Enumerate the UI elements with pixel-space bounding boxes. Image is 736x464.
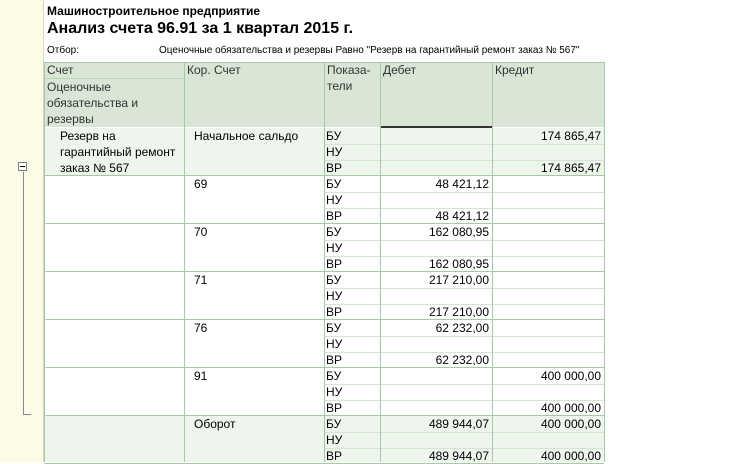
debit-cell[interactable]: 48 421,12 bbox=[435, 177, 489, 191]
outline-gutter bbox=[0, 0, 43, 462]
column-header-account-group bbox=[44, 79, 184, 127]
column-header-corr-account bbox=[184, 62, 324, 127]
indicator-cell: ВР bbox=[326, 449, 343, 463]
corr-account-cell[interactable]: 69 bbox=[194, 177, 208, 191]
indicator-cell: ВР bbox=[326, 401, 343, 415]
debit-cell[interactable]: 162 080,95 bbox=[428, 257, 489, 271]
indicator-cell: ВР bbox=[326, 209, 343, 223]
collapse-group-icon[interactable] bbox=[18, 162, 27, 171]
group-label-line2: гарантийный ремонт bbox=[60, 145, 176, 159]
sub-row-divider bbox=[324, 352, 604, 353]
corr-account-cell[interactable]: Начальное сальдо bbox=[194, 129, 299, 143]
filter-label: Отбор: bbox=[47, 45, 79, 56]
credit-cell[interactable]: 400 000,00 bbox=[540, 369, 601, 383]
account-group-line3: резервы bbox=[47, 112, 94, 126]
indicator-cell: НУ bbox=[326, 193, 343, 207]
credit-cell[interactable]: 174 865,47 bbox=[540, 161, 601, 175]
indicator-cell: ВР bbox=[326, 353, 343, 367]
outline-tree-end bbox=[23, 414, 31, 415]
outline-tree-line bbox=[23, 172, 24, 414]
corr-account-cell[interactable]: 71 bbox=[194, 273, 208, 287]
indicators-line2: тели bbox=[327, 79, 353, 93]
indicator-cell: ВР bbox=[326, 161, 343, 175]
debit-label: Дебет bbox=[383, 63, 417, 77]
sub-row-divider bbox=[324, 448, 604, 449]
credit-cell[interactable]: 400 000,00 bbox=[540, 401, 601, 415]
sub-row-divider bbox=[324, 208, 604, 209]
sub-row-divider bbox=[324, 432, 604, 433]
indicator-cell: БУ bbox=[326, 417, 342, 431]
sub-row-divider bbox=[324, 288, 604, 289]
group-label-line3: заказ № 567 bbox=[60, 161, 130, 175]
credit-label: Кредит bbox=[495, 63, 535, 77]
debit-cell[interactable]: 62 232,00 bbox=[435, 353, 489, 367]
indicator-cell: БУ bbox=[326, 369, 342, 383]
corr-account-cell[interactable]: 91 bbox=[194, 369, 208, 383]
debit-cell[interactable]: 162 080,95 bbox=[428, 225, 489, 239]
company-name: Машиностроительное предприятие bbox=[47, 4, 261, 18]
indicator-cell: БУ bbox=[326, 129, 342, 143]
debit-cell[interactable]: 62 232,00 bbox=[435, 321, 489, 335]
indicator-cell: БУ bbox=[326, 225, 342, 239]
column-header-credit bbox=[492, 62, 604, 127]
debit-cell[interactable]: 489 944,07 bbox=[428, 449, 489, 463]
indicator-cell: НУ bbox=[326, 241, 343, 255]
indicator-cell: БУ bbox=[326, 321, 342, 335]
indicator-cell: НУ bbox=[326, 289, 343, 303]
sub-row-divider bbox=[324, 336, 604, 337]
indicator-cell: НУ bbox=[326, 337, 343, 351]
account-group-line1: Оценочные bbox=[47, 80, 111, 94]
corr-account-cell[interactable]: 70 bbox=[194, 225, 208, 239]
filter-value: Оценочные обязательства и резервы Равно "Резерв на гарантийный ремонт заказ № 567" bbox=[159, 45, 580, 56]
indicator-cell: НУ bbox=[326, 145, 343, 159]
column-divider bbox=[324, 62, 325, 462]
corr-account-cell[interactable]: 76 bbox=[194, 321, 208, 335]
column-divider bbox=[604, 62, 605, 462]
indicator-cell: БУ bbox=[326, 273, 342, 287]
sub-row-divider bbox=[324, 304, 604, 305]
column-header-account: Счет bbox=[44, 62, 184, 78]
corr-account-label: Кор. Счет bbox=[187, 63, 241, 77]
indicator-cell: ВР bbox=[326, 305, 343, 319]
column-divider bbox=[492, 62, 493, 462]
credit-cell[interactable]: 174 865,47 bbox=[540, 129, 601, 143]
column-divider bbox=[380, 62, 381, 462]
sub-row-divider bbox=[324, 256, 604, 257]
sub-row-divider bbox=[324, 160, 604, 161]
debit-cell[interactable]: 217 210,00 bbox=[428, 273, 489, 287]
column-divider bbox=[184, 62, 185, 462]
credit-cell[interactable]: 400 000,00 bbox=[540, 417, 601, 431]
column-header-indicators bbox=[324, 62, 380, 127]
sub-row-divider bbox=[324, 240, 604, 241]
column-header-debit bbox=[380, 62, 492, 127]
sub-row-divider bbox=[324, 400, 604, 401]
sub-row-divider bbox=[324, 192, 604, 193]
sub-row-divider bbox=[324, 384, 604, 385]
indicator-cell: НУ bbox=[326, 385, 343, 399]
column-divider bbox=[44, 62, 45, 462]
debit-cell[interactable]: 48 421,12 bbox=[435, 209, 489, 223]
indicator-cell: БУ bbox=[326, 177, 342, 191]
credit-cell[interactable]: 400 000,00 bbox=[540, 449, 601, 463]
sub-row-divider bbox=[324, 144, 604, 145]
group-label-line1: Резерв на bbox=[60, 129, 116, 143]
debit-cell[interactable]: 217 210,00 bbox=[428, 305, 489, 319]
report-title: Анализ счета 96.91 за 1 квартал 2015 г. bbox=[47, 20, 354, 37]
corr-account-cell[interactable]: Оборот bbox=[194, 417, 236, 431]
debit-cell[interactable]: 489 944,07 bbox=[428, 417, 489, 431]
group-label[interactable] bbox=[60, 128, 184, 176]
indicator-cell: НУ bbox=[326, 433, 343, 447]
indicators-line1: Показа- bbox=[327, 63, 371, 77]
account-group-line2: обязательства и bbox=[47, 96, 139, 110]
indicator-cell: ВР bbox=[326, 257, 343, 271]
